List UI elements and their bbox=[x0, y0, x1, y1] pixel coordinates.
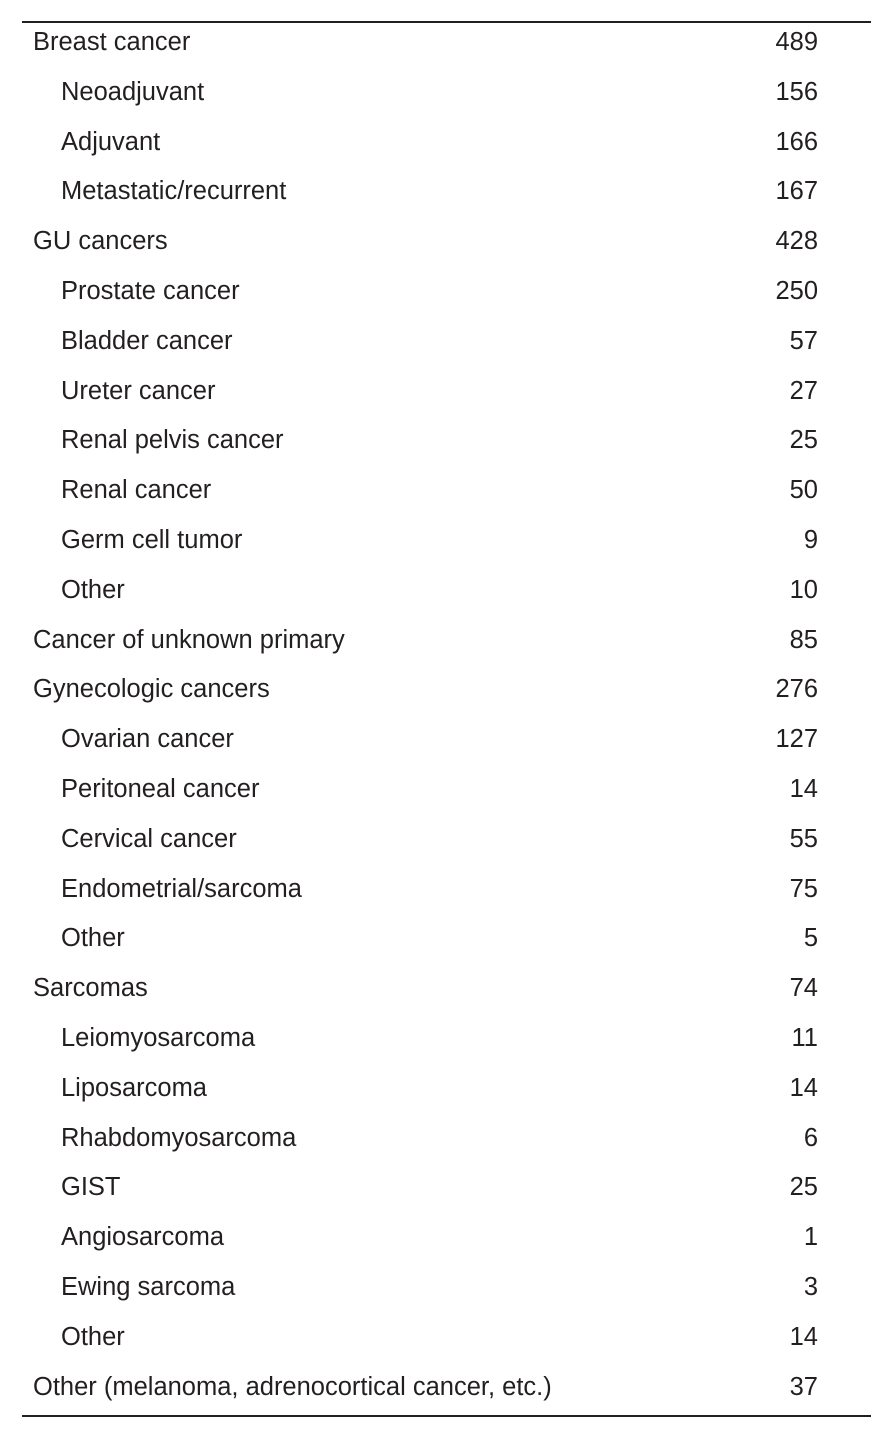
table-subrow bbox=[0, 1064, 895, 1114]
row-label: Peritoneal cancer bbox=[61, 774, 260, 803]
row-count: 57 bbox=[789, 326, 818, 355]
row-count: 9 bbox=[803, 525, 818, 554]
row-label: Endometrial/sarcoma bbox=[61, 874, 302, 903]
table-row bbox=[0, 18, 895, 68]
row-label: GU cancers bbox=[33, 227, 168, 256]
cancer-type-table bbox=[0, 18, 895, 1412]
table-subrow bbox=[0, 516, 895, 566]
row-count: 37 bbox=[789, 1372, 818, 1401]
table-row bbox=[0, 665, 895, 715]
row-label: Adjuvant bbox=[61, 127, 161, 156]
row-label: Liposarcoma bbox=[61, 1073, 207, 1102]
row-label: Ureter cancer bbox=[61, 376, 216, 405]
row-label: Cervical cancer bbox=[61, 824, 237, 853]
table-subrow bbox=[0, 267, 895, 317]
row-count: 428 bbox=[775, 227, 818, 256]
row-label: Other bbox=[61, 575, 125, 604]
table-subrow bbox=[0, 914, 895, 964]
table-row bbox=[0, 1363, 895, 1413]
row-count: 6 bbox=[803, 1123, 818, 1152]
table-subrow bbox=[0, 68, 895, 118]
row-count: 250 bbox=[775, 276, 818, 305]
row-count: 127 bbox=[775, 725, 818, 754]
row-count: 276 bbox=[775, 675, 818, 704]
row-count: 167 bbox=[775, 177, 818, 206]
table-subrow bbox=[0, 566, 895, 616]
row-count: 11 bbox=[791, 1023, 818, 1052]
row-label: Breast cancer bbox=[33, 28, 191, 56]
row-label: Angiosarcoma bbox=[61, 1223, 224, 1252]
table-row bbox=[0, 616, 895, 666]
table-subrow bbox=[0, 466, 895, 516]
row-count: 55 bbox=[789, 824, 818, 853]
table-bottom-rule bbox=[22, 1415, 871, 1417]
row-label: Ewing sarcoma bbox=[61, 1272, 236, 1301]
row-label: Sarcomas bbox=[33, 974, 148, 1003]
table-subrow bbox=[0, 167, 895, 217]
table-subrow bbox=[0, 1213, 895, 1263]
table-subrow bbox=[0, 317, 895, 367]
table-subrow bbox=[0, 765, 895, 815]
table-subrow bbox=[0, 815, 895, 865]
table-row bbox=[0, 217, 895, 267]
row-count: 489 bbox=[775, 28, 818, 56]
table-subrow bbox=[0, 367, 895, 417]
row-label: Germ cell tumor bbox=[61, 525, 243, 554]
row-count: 156 bbox=[775, 77, 818, 106]
row-count: 50 bbox=[789, 476, 818, 505]
row-label: Ovarian cancer bbox=[61, 725, 234, 754]
row-label: Other bbox=[61, 924, 125, 953]
row-count: 1 bbox=[803, 1223, 818, 1252]
row-count: 25 bbox=[789, 1173, 818, 1202]
row-count: 25 bbox=[789, 426, 818, 455]
row-label: Cancer of unknown primary bbox=[33, 625, 345, 654]
row-count: 166 bbox=[775, 127, 818, 156]
row-label: GIST bbox=[61, 1173, 121, 1202]
row-count: 14 bbox=[789, 774, 818, 803]
row-label: Gynecologic cancers bbox=[33, 675, 270, 704]
row-count: 14 bbox=[789, 1073, 818, 1102]
table-subrow bbox=[0, 1163, 895, 1213]
table-row bbox=[0, 964, 895, 1014]
row-label: Prostate cancer bbox=[61, 276, 240, 305]
row-count: 27 bbox=[789, 376, 818, 405]
row-label: Metastatic/recurrent bbox=[61, 177, 287, 206]
table-subrow bbox=[0, 865, 895, 915]
table-subrow bbox=[0, 118, 895, 168]
table-subrow bbox=[0, 1014, 895, 1064]
row-count: 85 bbox=[789, 625, 818, 654]
row-count: 74 bbox=[789, 974, 818, 1003]
row-label: Renal pelvis cancer bbox=[61, 426, 284, 455]
row-label: Neoadjuvant bbox=[61, 77, 205, 106]
table-subrow bbox=[0, 416, 895, 466]
row-label: Renal cancer bbox=[61, 476, 212, 505]
row-label: Leiomyosarcoma bbox=[61, 1023, 256, 1052]
row-count: 14 bbox=[789, 1322, 818, 1351]
row-count: 10 bbox=[789, 575, 818, 604]
table-subrow bbox=[0, 1263, 895, 1313]
table-subrow bbox=[0, 1114, 895, 1164]
row-label: Other (melanoma, adrenocortical cancer, etc.) bbox=[33, 1372, 552, 1401]
table-subrow bbox=[0, 715, 895, 765]
row-count: 75 bbox=[789, 874, 818, 903]
table-subrow bbox=[0, 1313, 895, 1363]
row-label: Bladder cancer bbox=[61, 326, 233, 355]
row-count: 5 bbox=[803, 924, 818, 953]
row-label: Rhabdomyosarcoma bbox=[61, 1123, 297, 1152]
row-label: Other bbox=[61, 1322, 125, 1351]
row-count: 3 bbox=[803, 1272, 818, 1301]
